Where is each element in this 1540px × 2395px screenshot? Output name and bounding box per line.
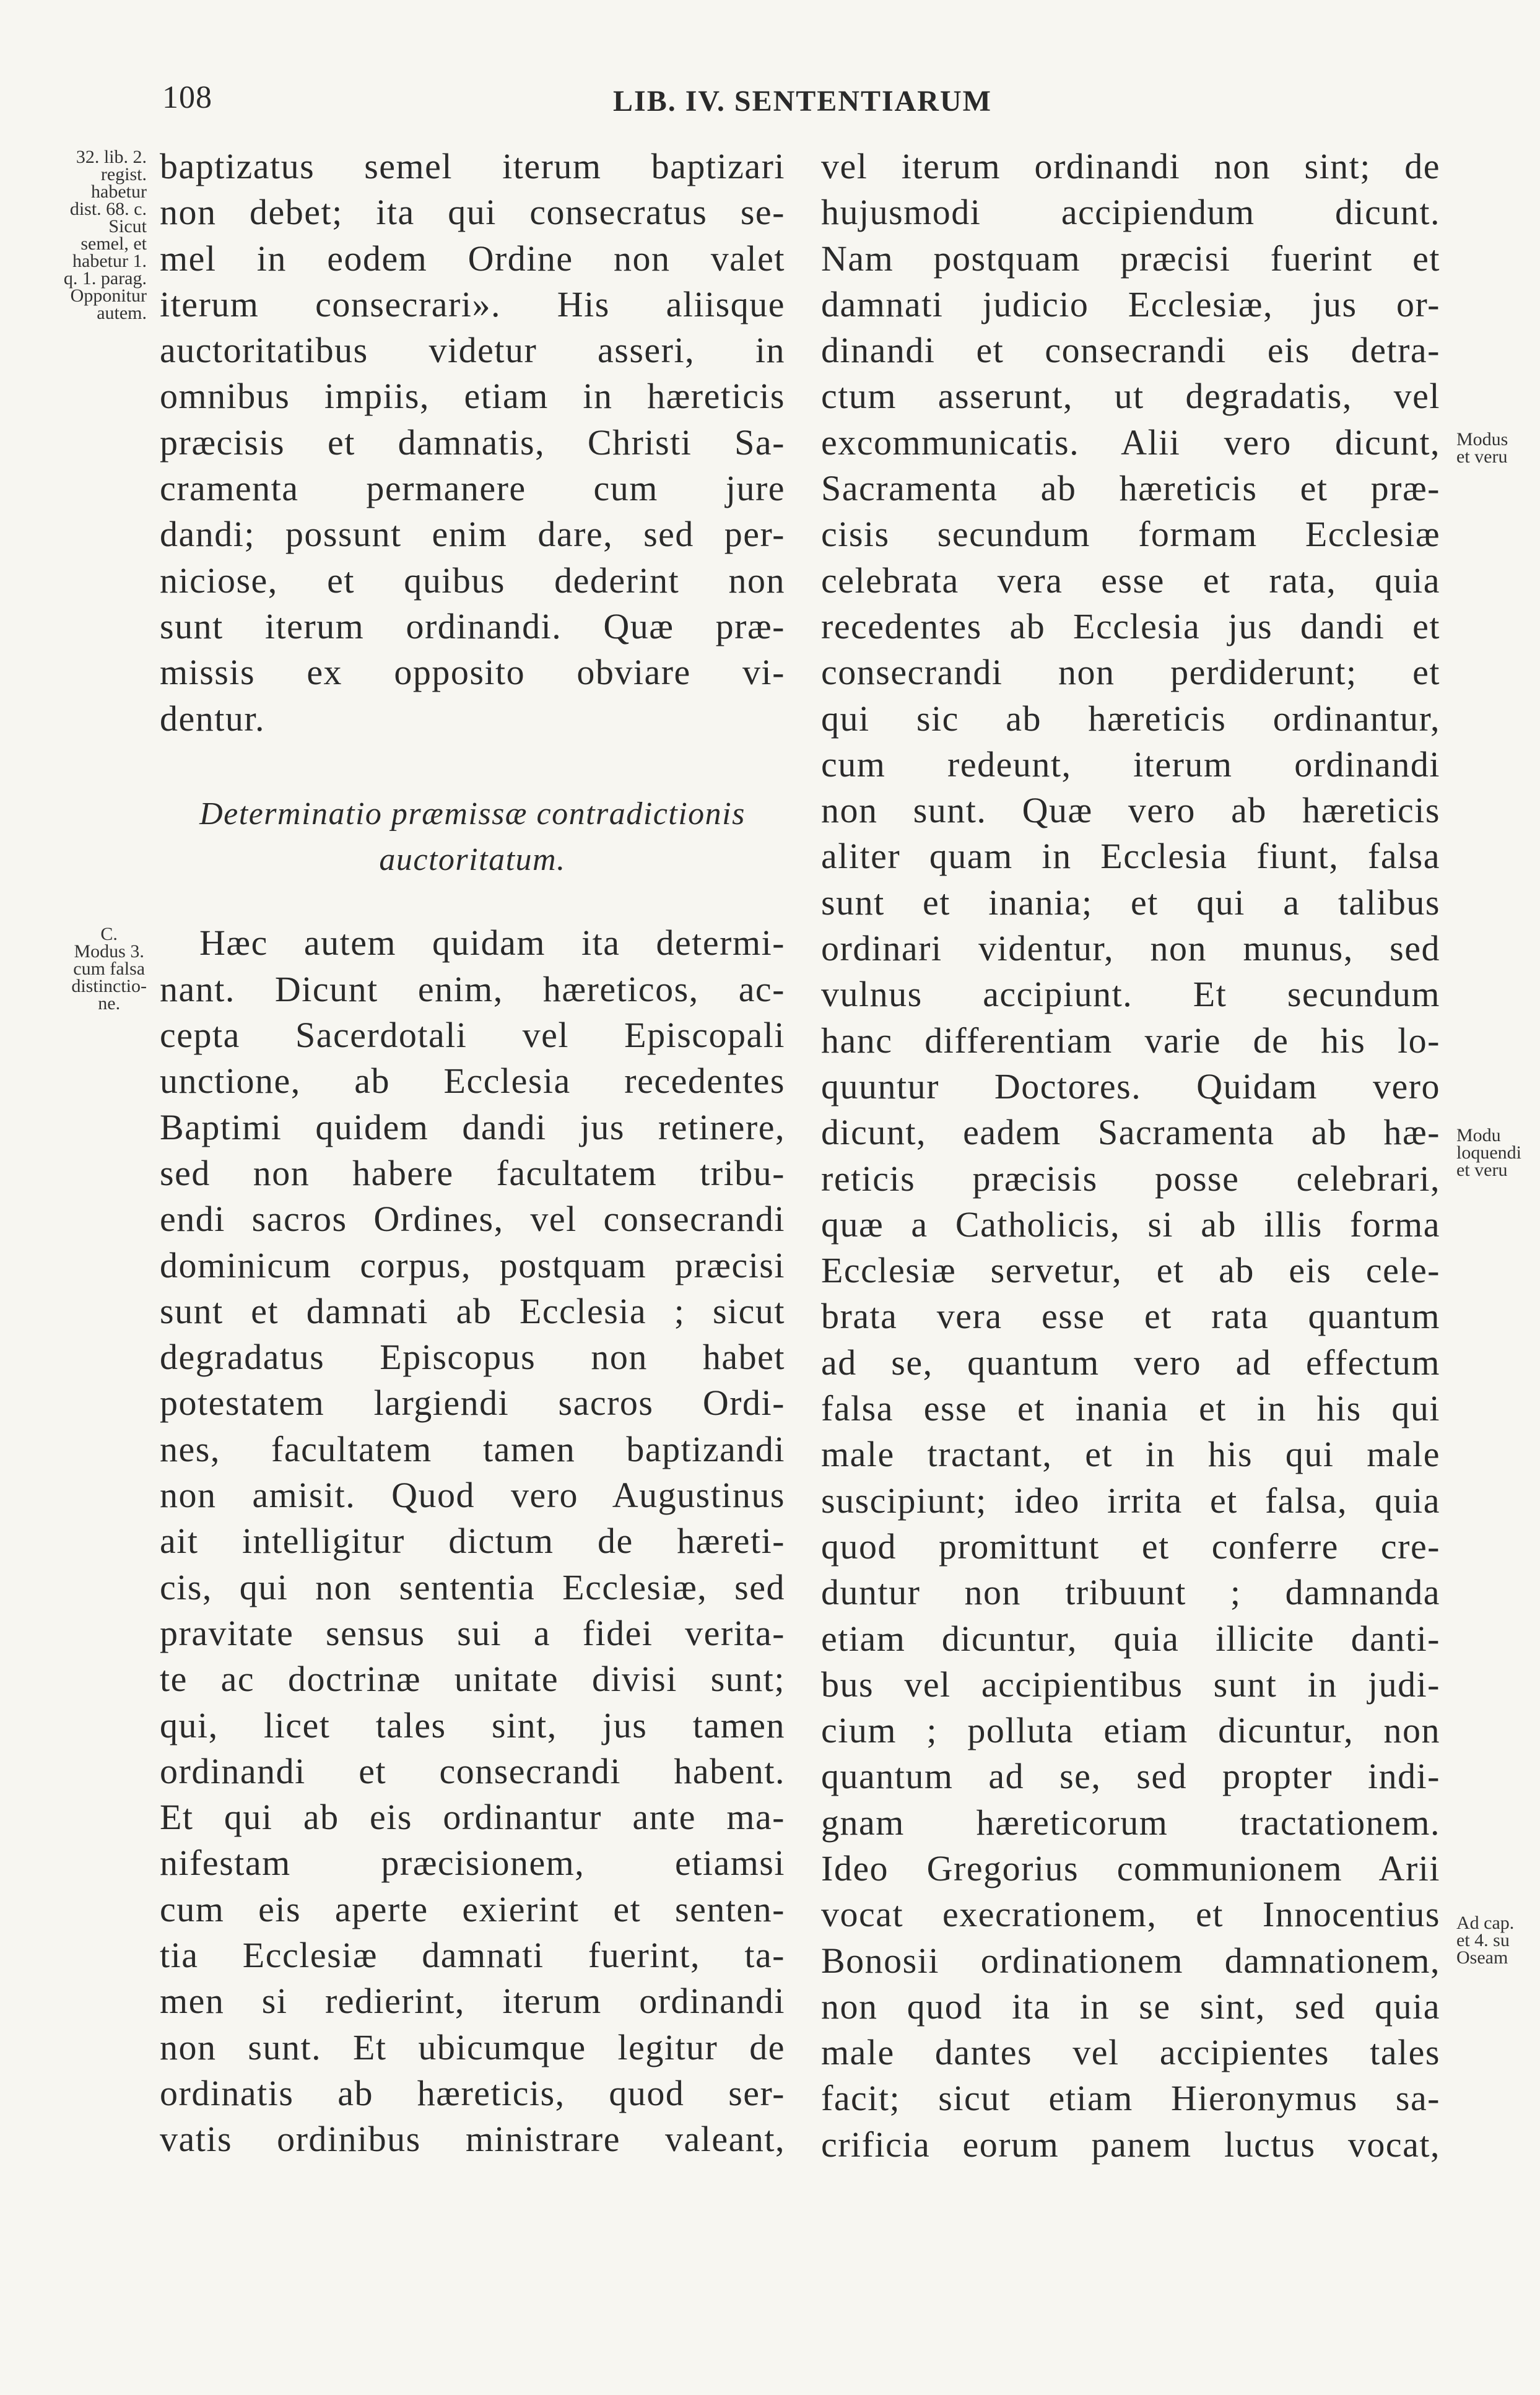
running-title: LIB. IV. SENTENTIARUM bbox=[613, 85, 992, 118]
text-line: te ac doctrinæ unitate divisi sunt; bbox=[160, 1659, 785, 1700]
text-line: hanc differentiam varie de his lo- bbox=[821, 1020, 1440, 1061]
text-line: præcisis et damnatis, Christi Sa- bbox=[160, 422, 785, 463]
text-line: Et qui ab eis ordinantur ante ma- bbox=[160, 1797, 785, 1838]
text-line: non debet; ita qui consecratus se- bbox=[160, 192, 785, 233]
text-line: vocat execrationem, et Innocentius bbox=[821, 1894, 1440, 1935]
text-line: dandi; possunt enim dare, sed per- bbox=[160, 514, 785, 555]
text-line: nifestam præcisionem, etiamsi bbox=[160, 1843, 785, 1884]
text-line: male tractant, et in his qui male bbox=[821, 1434, 1440, 1475]
margin-note-line: Sicut bbox=[108, 216, 147, 237]
text-line: cis, qui non sententia Ecclesiæ, sed bbox=[160, 1567, 785, 1607]
left-column bbox=[160, 144, 785, 2162]
text-line: qui, licet tales sint, jus tamen bbox=[160, 1705, 785, 1745]
text-line: Bonosii ordinationem damnationem, bbox=[821, 1940, 1440, 1981]
margin-note-line: Modu bbox=[1456, 1125, 1501, 1145]
text-line: quæ a Catholicis, si ab illis forma bbox=[821, 1204, 1440, 1245]
text-line: sunt iterum ordinandi. Quæ præ- bbox=[160, 606, 785, 646]
text-line: Baptimi quidem dandi jus retinere, bbox=[160, 1106, 785, 1147]
text-line: non quod ita in se sint, sed quia bbox=[821, 1986, 1440, 2027]
text-line: crificia eorum panem luctus vocat, bbox=[821, 2124, 1440, 2165]
text-line: damnati judicio Ecclesiæ, jus or- bbox=[821, 284, 1440, 324]
heading-line: auctoritatum. bbox=[379, 842, 566, 878]
text-line: non sunt. Et ubicumque legitur de bbox=[160, 2027, 785, 2067]
text-line: nes, facultatem tamen baptizandi bbox=[160, 1428, 785, 1469]
text-line: cum redeunt, iterum ordinandi bbox=[821, 744, 1440, 785]
text-line: hujusmodi accipiendum dicunt. bbox=[821, 192, 1440, 233]
text-line: pravitate sensus sui a fidei verita- bbox=[160, 1612, 785, 1653]
text-line: bus vel accipientibus sunt in judi- bbox=[821, 1664, 1440, 1705]
heading-line: Determinatio præmissæ contradictionis bbox=[199, 796, 746, 832]
text-line: vulnus accipiunt. Et secundum bbox=[821, 974, 1440, 1015]
text-line: cepta Sacerdotali vel Episcopali bbox=[160, 1015, 785, 1056]
margin-note-line: habetur 1. bbox=[72, 251, 147, 271]
margin-note-line: C. bbox=[100, 924, 118, 944]
text-line: iterum consecrari». His aliisque bbox=[160, 284, 785, 324]
text-line: quuntur Doctores. Quidam vero bbox=[821, 1066, 1440, 1106]
margin-note-line: 32. lib. 2. bbox=[76, 147, 147, 167]
text-line: endi sacros Ordines, vel consecrandi bbox=[160, 1199, 785, 1240]
margin-note-left-2 bbox=[71, 926, 147, 1012]
text-line: consecrandi non perdiderunt; et bbox=[821, 652, 1440, 693]
margin-note-line: Ad cap. bbox=[1456, 1913, 1515, 1933]
text-line: missis ex opposito obviare vi- bbox=[160, 652, 785, 693]
text-line: cramenta permanere cum jure bbox=[160, 468, 785, 509]
text-line: mel in eodem Ordine non valet bbox=[160, 238, 785, 279]
text-line: reticis præcisis posse celebrari, bbox=[821, 1158, 1440, 1199]
margin-note-line: semel, et bbox=[80, 233, 147, 254]
text-line: tia Ecclesiæ damnati fuerint, ta- bbox=[160, 1934, 785, 1975]
text-line: baptizatus semel iterum baptizari bbox=[160, 146, 785, 186]
text-line: ordinandi et consecrandi habent. bbox=[160, 1750, 785, 1791]
text-line: falsa esse et inania et in his qui bbox=[821, 1388, 1440, 1429]
text-line: quantum ad se, sed propter indi- bbox=[821, 1756, 1440, 1797]
text-line: cium ; polluta etiam dicuntur, non bbox=[821, 1710, 1440, 1751]
margin-note-line: et veru bbox=[1456, 1160, 1508, 1180]
margin-note-line: Modus bbox=[1456, 429, 1508, 450]
text-line: Hæc autem quidam ita determi- bbox=[199, 923, 785, 963]
text-line: Ecclesiæ servetur, et ab eis cele- bbox=[821, 1250, 1440, 1291]
text-line: ordinatis ab hæreticis, quod ser- bbox=[160, 2072, 785, 2113]
margin-note-line: Opponitur bbox=[70, 285, 147, 306]
text-line: etiam dicuntur, quia illicite danti- bbox=[821, 1618, 1440, 1659]
text-line: vel iterum ordinandi non sint; de bbox=[821, 146, 1440, 186]
margin-note-line: Modus 3. bbox=[74, 941, 144, 962]
text-line: gnam hæreticorum tractationem. bbox=[821, 1802, 1440, 1843]
text-line: duntur non tribuunt ; damnanda bbox=[821, 1572, 1440, 1613]
text-line: dentur. bbox=[160, 698, 265, 739]
margin-note-left-1 bbox=[64, 149, 147, 322]
margin-note-line: q. 1. parag. bbox=[63, 268, 147, 289]
text-line: suscipiunt; ideo irrita et falsa, quia bbox=[821, 1480, 1440, 1521]
margin-note-line: habetur bbox=[91, 181, 147, 202]
text-line: niciose, et quibus dederint non bbox=[160, 560, 785, 601]
page-number: 108 bbox=[162, 80, 212, 115]
text-line: Nam postquam præcisi fuerint et bbox=[821, 238, 1440, 279]
text-line: unctione, ab Ecclesia recedentes bbox=[160, 1061, 785, 1102]
text-line: cum eis aperte exierint et senten- bbox=[160, 1889, 785, 1929]
right-column bbox=[821, 144, 1440, 2168]
text-line: non amisit. Quod vero Augustinus bbox=[160, 1475, 785, 1516]
text-line: sunt et inania; et qui a talibus bbox=[821, 882, 1440, 923]
margin-note-line: cum falsa bbox=[73, 958, 146, 979]
margin-note-line: et veru bbox=[1456, 446, 1508, 467]
text-line: potestatem largiendi sacros Ordi- bbox=[160, 1383, 785, 1424]
margin-note-line: et 4. su bbox=[1456, 1930, 1510, 1950]
text-line: male dantes vel accipientes tales bbox=[821, 2032, 1440, 2073]
text-line: men si redierint, iterum ordinandi bbox=[160, 1981, 785, 2022]
margin-note-line: ne. bbox=[98, 993, 121, 1014]
text-line: Ideo Gregorius communionem Arii bbox=[821, 1848, 1440, 1889]
section-heading bbox=[160, 791, 785, 884]
margin-note-line: dist. 68. c. bbox=[69, 199, 147, 219]
text-line: ad se, quantum vero ad effectum bbox=[821, 1342, 1440, 1383]
text-line: recedentes ab Ecclesia jus dandi et bbox=[821, 606, 1440, 646]
text-line: ctum asserunt, ut degradatis, vel bbox=[821, 376, 1440, 417]
margin-note-right-2 bbox=[1456, 1127, 1521, 1179]
text-line: omnibus impiis, etiam in hæreticis bbox=[160, 376, 785, 417]
margin-note-line: distinctio- bbox=[71, 976, 147, 996]
margin-note-line: Oseam bbox=[1456, 1947, 1508, 1968]
text-line: sed non habere facultatem tribu- bbox=[160, 1152, 785, 1193]
text-line: Sacramenta ab hæreticis et præ- bbox=[821, 468, 1440, 509]
text-line: sunt et damnati ab Ecclesia ; sicut bbox=[160, 1290, 785, 1331]
text-line: qui sic ab hæreticis ordinantur, bbox=[821, 698, 1440, 739]
margin-note-line: loquendi bbox=[1456, 1142, 1521, 1163]
text-line: nant. Dicunt enim, hæreticos, ac- bbox=[160, 968, 785, 1009]
text-line: brata vera esse et rata quantum bbox=[821, 1296, 1440, 1337]
text-line: dinandi et consecrandi eis detra- bbox=[821, 330, 1440, 371]
margin-note-line: autem. bbox=[97, 303, 147, 323]
text-line: excommunicatis. Alii vero dicunt, bbox=[821, 422, 1440, 463]
text-line: ordinari videntur, non munus, sed bbox=[821, 928, 1440, 969]
text-line: quod promittunt et conferre cre- bbox=[821, 1526, 1440, 1567]
margin-note-right-3 bbox=[1456, 1915, 1514, 1967]
text-line: dominicum corpus, postquam præcisi bbox=[160, 1245, 785, 1285]
text-line: facit; sicut etiam Hieronymus sa- bbox=[821, 2078, 1440, 2119]
text-line: dicunt, eadem Sacramenta ab hæ- bbox=[821, 1112, 1440, 1153]
text-line: non sunt. Quæ vero ab hæreticis bbox=[821, 790, 1440, 831]
margin-note-right-1 bbox=[1456, 431, 1508, 466]
text-line: celebrata vera esse et rata, quia bbox=[821, 560, 1440, 601]
text-line: auctoritatibus videtur asseri, in bbox=[160, 330, 785, 371]
text-line: aliter quam in Ecclesia fiunt, falsa bbox=[821, 836, 1440, 877]
paragraph bbox=[160, 920, 785, 2162]
text-line: vatis ordinibus ministrare valeant, bbox=[160, 2119, 785, 2160]
margin-note-line: regist. bbox=[100, 164, 147, 185]
paragraph bbox=[160, 144, 785, 742]
text-line: ait intelligitur dictum de hæreti- bbox=[160, 1521, 785, 1562]
text-line: cisis secundum formam Ecclesiæ bbox=[821, 514, 1440, 555]
text-line: degradatus Episcopus non habet bbox=[160, 1337, 785, 1378]
